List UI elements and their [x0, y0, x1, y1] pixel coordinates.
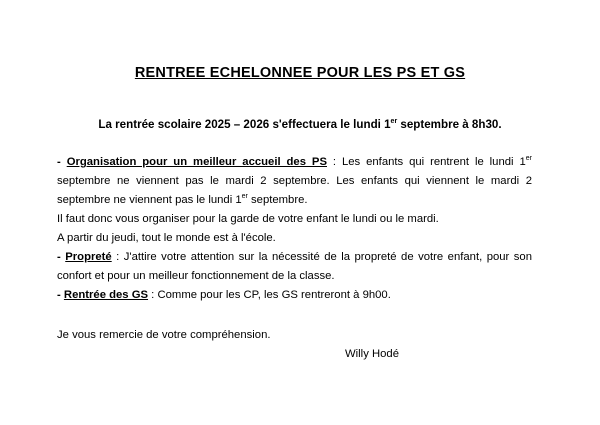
garde-line: Il faut donc vous organiser pour la garde de votre enfant le lundi ou le mardi.: [57, 213, 439, 225]
organisation-text-1: : Les enfants qui rentrent le lundi 1: [326, 156, 526, 168]
intro-text-start: La rentrée scolaire 2025 – 2026 s'effectuera le lundi 1: [98, 118, 391, 131]
rentree-gs-text: : Comme pour les CP, les GS rentreront à 9h00.: [148, 289, 391, 301]
intro-text-end: septembre à 8h30.: [397, 118, 502, 131]
proprete-label: Propreté: [65, 251, 112, 263]
organisation-label: Organisation pour un meilleur accueil des PS: [66, 156, 327, 168]
rentree-gs-dash: -: [57, 289, 64, 301]
organisation-text-3: septembre.: [247, 194, 308, 207]
proprete-paragraph: [57, 248, 532, 286]
proprete-text: : J'attire votre attention sur la nécessité de la propreté de votre enfant, pour son confort et pour un meilleur fonctionnement de la classe.: [57, 251, 532, 283]
organisation-superscript-2: er: [241, 193, 248, 201]
intro-superscript: er: [390, 118, 398, 125]
organisation-text-2: septembre ne viennent pas le mardi 2 septembre. Les enfants qui viennent le mardi 2 septembre ne viennent pas le lundi 1: [57, 175, 532, 207]
rentree-gs-label: Rentrée des GS: [63, 289, 149, 301]
proprete-dash: -: [57, 251, 66, 263]
thanks-line: Je vous remercie de votre compréhension.: [57, 329, 271, 341]
document-title: RENTREE ECHELONNEE POUR LES PS ET GS: [134, 65, 466, 81]
organisation-paragraph: [57, 153, 532, 211]
organisation-superscript-1: er: [525, 155, 532, 162]
intro-line: [0, 118, 600, 131]
jeudi-line: A partir du jeudi, tout le monde est à l'école.: [57, 232, 276, 244]
signature: Willy Hodé: [345, 348, 399, 360]
rentree-gs-paragraph: [57, 286, 532, 305]
organisation-dash: -: [57, 156, 67, 168]
